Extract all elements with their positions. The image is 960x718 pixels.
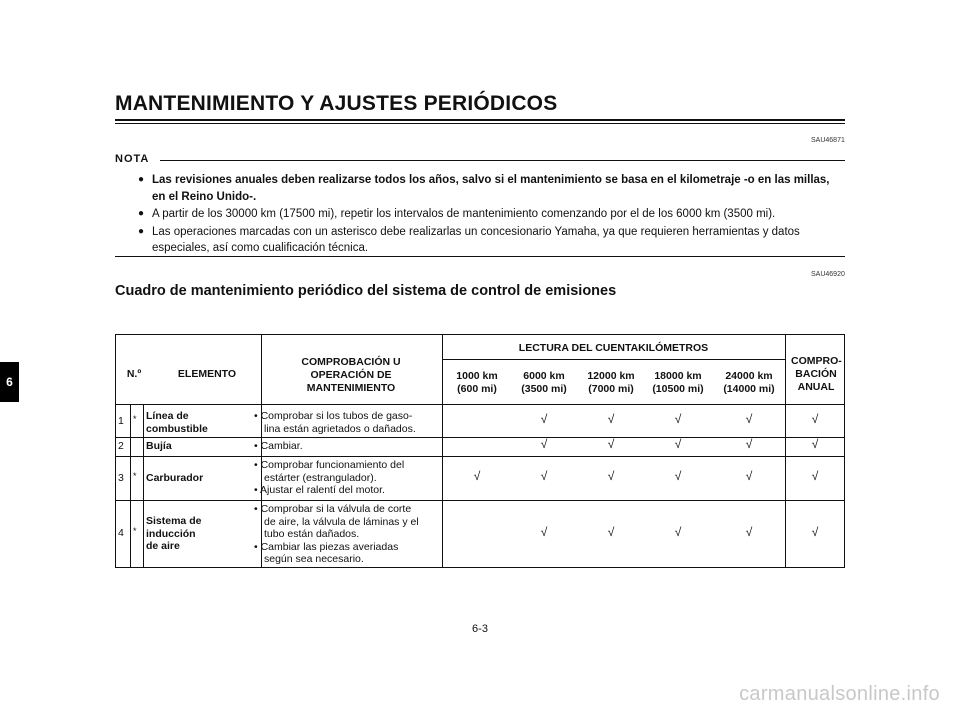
interval-mi: (7000 mi) xyxy=(588,383,634,395)
header-element: ELEMENTO xyxy=(177,368,237,380)
operation-line: • Ajustar el ralentí del motor. xyxy=(254,484,385,496)
header-annual: COMPRO- BACIÓN ANUAL xyxy=(791,355,842,393)
interval-km: 1000 km xyxy=(456,370,498,382)
check-mark: √ xyxy=(811,525,819,539)
check-mark: √ xyxy=(607,437,615,451)
row-rule xyxy=(115,456,845,457)
nota-item xyxy=(138,172,844,205)
operation-line: según sea necesario. xyxy=(264,553,364,565)
interval-km: 18000 km xyxy=(654,370,702,382)
header-interval xyxy=(444,370,510,396)
operation-line: de aire, la válvula de láminas y el xyxy=(264,515,419,528)
header-operation: COMPROBACIÓN U OPERACIÓN DE MANTENIMIENTO xyxy=(301,356,401,394)
check-mark: √ xyxy=(540,412,548,426)
bullet-icon: ● xyxy=(138,208,145,219)
dealer-star: * xyxy=(133,471,137,481)
watermark: carmanualsonline.info xyxy=(739,683,940,705)
row-element: Bujía xyxy=(146,440,172,452)
nota-item xyxy=(138,206,844,223)
nota-item-text: Las revisiones anuales deben realizarse todos los años, salvo si el mantenimiento se basa en el kilometraje -o en las millas, en el Reino Unido-. xyxy=(152,174,830,203)
row-operation xyxy=(254,503,419,566)
row-element: Sistema de inducción de aire xyxy=(146,515,202,552)
chapter-tab: 6 xyxy=(0,362,19,402)
interval-km: 6000 km xyxy=(523,370,565,382)
page-number: 6-3 xyxy=(472,623,488,635)
check-mark: √ xyxy=(745,525,753,539)
check-mark: √ xyxy=(540,525,548,539)
reference-code-1: SAU46871 xyxy=(811,137,845,144)
check-mark: √ xyxy=(745,437,753,451)
nota-list xyxy=(138,172,844,258)
check-mark: √ xyxy=(607,525,615,539)
operation-line: • Comprobar si los tubos de gaso- xyxy=(254,410,413,422)
check-mark: √ xyxy=(674,525,682,539)
nota-label: NOTA xyxy=(115,153,150,165)
interval-mi: (3500 mi) xyxy=(521,383,567,395)
operation-line: • Comprobar si la válvula de corte xyxy=(254,503,412,515)
nota-end-rule xyxy=(115,256,845,257)
check-mark: √ xyxy=(674,437,682,451)
bullet-icon: ● xyxy=(138,225,145,237)
interval-km: 24000 km xyxy=(725,370,773,382)
section-title: Cuadro de mantenimiento periódico del sistema de control de emisiones xyxy=(115,283,617,299)
row-number: 2 xyxy=(118,440,124,452)
reference-code-2: SAU46920 xyxy=(811,271,845,278)
page-title: MANTENIMIENTO Y AJUSTES PERIÓDICOS xyxy=(115,92,558,115)
interval-mi: (14000 mi) xyxy=(723,383,775,395)
title-rule-thin xyxy=(115,123,845,124)
header-interval xyxy=(511,370,577,396)
maintenance-table xyxy=(115,334,845,568)
row-element: Carburador xyxy=(146,472,204,484)
operation-line: estárter (estrangulador). xyxy=(264,471,377,484)
row-operation xyxy=(254,410,416,435)
nota-rule xyxy=(160,160,845,161)
check-mark: √ xyxy=(607,412,615,426)
check-mark: √ xyxy=(745,412,753,426)
interval-km: 12000 km xyxy=(587,370,635,382)
operation-line: • Cambiar. xyxy=(254,440,303,452)
operation-line: tubo están dañados. xyxy=(264,528,360,540)
interval-mi: (600 mi) xyxy=(457,383,497,395)
row-rule xyxy=(442,359,785,360)
title-rule xyxy=(115,119,845,121)
row-number: 1 xyxy=(118,415,124,427)
header-interval xyxy=(713,370,785,396)
row-rule xyxy=(115,404,845,405)
interval-mi: (10500 mi) xyxy=(652,383,704,395)
dealer-star: * xyxy=(133,526,137,536)
header-number: N.º xyxy=(126,368,142,380)
row-operation xyxy=(254,440,303,453)
dealer-star: * xyxy=(133,414,137,424)
operation-line: • Cambiar las piezas averiadas xyxy=(254,540,399,553)
check-mark: √ xyxy=(811,469,819,483)
header-odometer: LECTURA DEL CUENTAKILÓMETROS xyxy=(518,342,709,354)
operation-line: lina están agrietados o dañados. xyxy=(264,422,416,435)
check-mark: √ xyxy=(745,469,753,483)
header-interval xyxy=(578,370,644,396)
check-mark: √ xyxy=(674,469,682,483)
row-rule xyxy=(115,500,845,501)
nota-item xyxy=(138,224,844,257)
bullet-icon: ● xyxy=(138,174,145,185)
row-number: 4 xyxy=(118,527,124,539)
operation-line: • Comprobar funcionamiento del xyxy=(254,459,405,471)
check-mark: √ xyxy=(811,412,819,426)
row-number: 3 xyxy=(118,472,124,484)
header-interval xyxy=(645,370,711,396)
col-rule xyxy=(130,404,131,568)
check-mark: √ xyxy=(674,412,682,426)
check-mark: √ xyxy=(811,437,819,451)
check-mark: √ xyxy=(540,437,548,451)
check-mark: √ xyxy=(607,469,615,483)
col-rule xyxy=(143,404,144,568)
col-rule xyxy=(442,334,443,568)
check-mark: √ xyxy=(473,469,481,483)
row-operation xyxy=(254,459,404,497)
nota-item-text: Las operaciones marcadas con un asterisco debe realizarlas un concesionario Yamaha, ya que requieren herramientas y datos especiales, así como cualificación técnica. xyxy=(152,225,800,254)
row-element: Línea de combustible xyxy=(146,410,208,435)
check-mark: √ xyxy=(540,469,548,483)
nota-item-text: A partir de los 30000 km (17500 mi), repetir los intervalos de mantenimiento comenzando por el de los 6000 km (3500 mi). xyxy=(152,208,776,220)
